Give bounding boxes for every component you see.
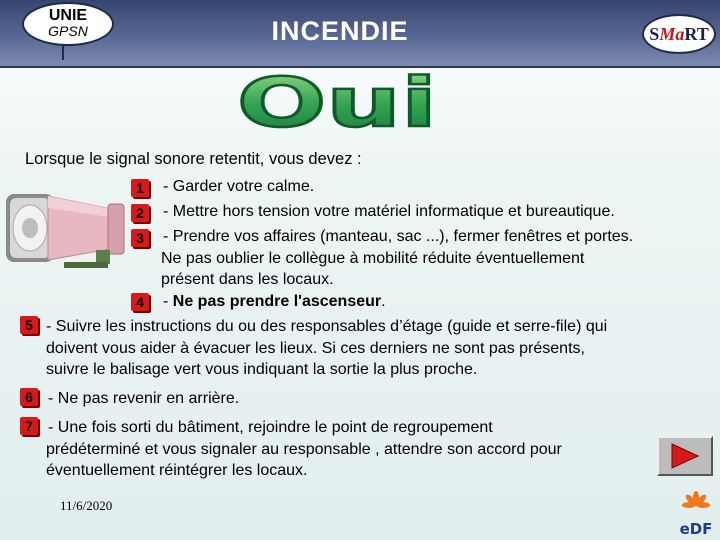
badge-5: 5: [20, 316, 38, 334]
oui-banner-text: Oui: [237, 66, 437, 138]
badge-1: 1: [131, 179, 149, 197]
logo-line-1: UNIE: [48, 7, 88, 24]
item-4-line-1: [163, 292, 386, 312]
slide-title: INCENDIE: [271, 16, 409, 46]
item-3-line-1: - Prendre vos affaires (manteau, sac ...), fermer fenêtres et portes.: [163, 228, 634, 245]
intro-text: Lorsque le signal sonore retentit, vous devez :: [25, 150, 362, 168]
speaker-icon: [4, 188, 129, 270]
edf-logo: [674, 490, 718, 538]
item-5-line-3: suivre le balisage vert vous indiquant la sortie la plus proche.: [46, 361, 478, 378]
edf-logo-text: eDF: [679, 520, 713, 538]
oui-banner: [232, 66, 442, 138]
badge-7: 7: [20, 417, 38, 435]
item-3-line-2: Ne pas oublier le collègue à mobilité réduite éventuellement: [161, 250, 585, 267]
next-slide-button[interactable]: [657, 436, 713, 476]
logo-line-2: GPSN: [48, 23, 88, 39]
badge-2: 2: [131, 204, 149, 222]
unie-gpsn-logo: [22, 2, 114, 46]
item-2-line-1: - Mettre hors tension votre matériel informatique et bureautique.: [163, 203, 615, 220]
item-4-prefix: -: [163, 293, 173, 310]
item-7-line-1: - Une fois sorti du bâtiment, rejoindre le point de regroupement: [48, 419, 493, 436]
badge-3: 3: [131, 229, 149, 247]
item-7-line-2: prédéterminé et vous signaler au responsable , attendre son accord pour: [46, 441, 562, 458]
item-3-line-3: présent dans les locaux.: [161, 271, 334, 288]
item-6-line-1: - Ne pas revenir en arrière.: [48, 390, 240, 407]
item-4-suffix: .: [381, 293, 386, 310]
slide-date: 11/6/2020: [60, 498, 113, 513]
item-7-line-3: éventuellement réintégrer les locaux.: [46, 462, 308, 479]
item-5-line-2: doivent vous aider à évacuer les lieux. Si ces derniers ne sont pas présents,: [46, 340, 585, 357]
item-5-line-1: - Suivre les instructions du ou des responsables d’étage (guide et serre-file) qui: [46, 318, 608, 335]
logo-tick-line: [62, 44, 64, 60]
badge-4: 4: [131, 293, 149, 311]
item-4-bold-text: Ne pas prendre l'ascenseur: [172, 293, 382, 310]
smart-logo-ma: Ma: [659, 24, 685, 44]
smart-logo-s: S: [649, 24, 660, 44]
item-1-line-1: - Garder votre calme.: [163, 178, 315, 195]
smart-logo-rt: RT: [684, 24, 709, 44]
badge-6: 6: [20, 388, 38, 406]
smart-logo: [642, 14, 716, 54]
play-arrow-icon: [670, 443, 700, 469]
